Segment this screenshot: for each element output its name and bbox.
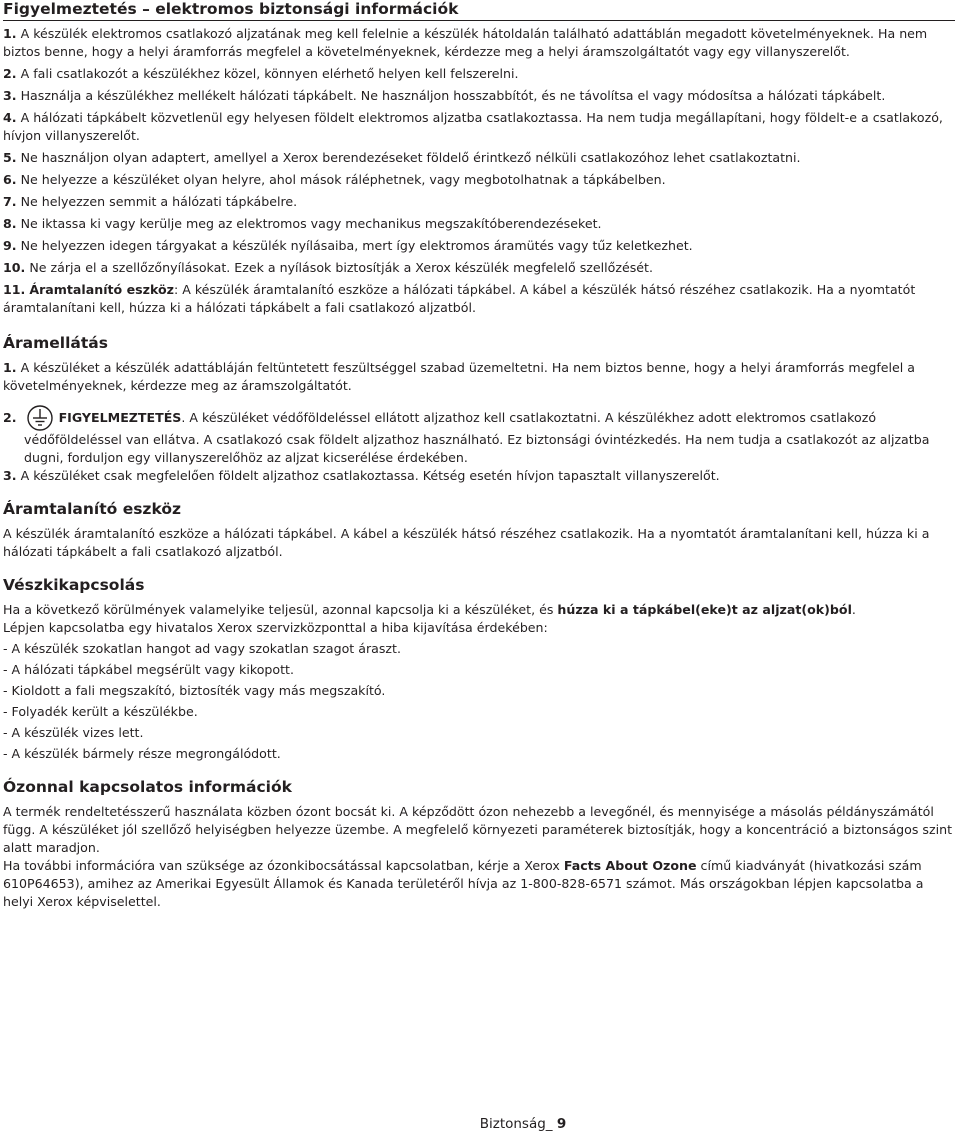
emergency-intro — [3, 601, 955, 619]
list-number: 9. — [3, 238, 17, 253]
document-page — [3, 0, 955, 911]
list-item — [3, 171, 955, 189]
list-item-text: A hálózati tápkábelt közvetlenül egy helyesen földelt elektromos aljzatba csatlakoztassa. Ha nem tudja megállapítani, hogy földelt-e a csatlakozó, hívjon villanyszerelőt. — [3, 110, 943, 143]
condition-item: - Kioldott a fali megszakító, biztosíték vagy más megszakító. — [3, 683, 386, 698]
list-item-text: A készüléket a készülék adattábláján feltüntetett feszültséggel szabad üzemeltetni. Ha nem biztos benne, hogy a helyi áramforrás megfelel a követelményeknek, kérdezze meg az áramszolgáltatót. — [3, 360, 915, 393]
power-item-1 — [3, 359, 955, 395]
condition-item: - A készülék vizes lett. — [3, 725, 144, 740]
page-number: 9 — [556, 1116, 567, 1132]
list-number: 3. — [3, 88, 17, 103]
list-number: 8. — [3, 216, 17, 231]
list-number: 10. — [3, 260, 26, 275]
page-title: Figyelmeztetés – elektromos biztonsági információk — [3, 0, 955, 21]
footer-label: Biztonság_ — [479, 1116, 553, 1132]
ozone-publication-title: Facts About Ozone — [563, 858, 697, 873]
list-item-text: : A készülék áramtalanító eszköze a hálózati tápkábel. A kábel a készülék hátsó részéhez csatlakozik. Ha a nyomtatót áramtalanítani kell, húzza ki a hálózati tápkábelt a fali csatlakozó aljzatból. — [3, 282, 916, 315]
list-item — [3, 109, 955, 145]
list-number: 1. — [3, 26, 17, 41]
warning-text-continued: védőföldeléssel van ellátva. A csatlakozó csak földelt aljzathoz használható. Ez biztonsági óvintézkedés. Ha nem tudja a csatlakozót az aljzatba dugni, forduljon egy villanyszerelőhöz az aljzat kicserélése érdekében. — [24, 432, 930, 465]
list-number: 6. — [3, 172, 17, 187]
electrical-safety-list — [3, 25, 955, 277]
ozone-text-a: Ha további információra van szüksége az ózonkibocsátással kapcsolatban, kérje a Xerox — [3, 858, 564, 873]
list-number: 7. — [3, 194, 17, 209]
list-item-text: Használja a készülékhez mellékelt hálózati tápkábelt. Ne használjon hosszabbítót, és ne távolítsa el vagy módosítsa a hálózati tápkábelt. — [20, 88, 886, 103]
list-item-text: A készüléket csak megfelelően földelt aljzathoz csatlakoztassa. Kétség esetén hívjon tapasztalt villanyszerelőt. — [20, 468, 720, 483]
list-number: 2. — [3, 66, 17, 81]
disconnect-term: Áramtalanító eszköz — [29, 282, 174, 297]
condition-item: - A készülék bármely része megrongálódott. — [3, 746, 281, 761]
disconnect-paragraph: A készülék áramtalanító eszköze a hálózati tápkábel. A kábel a készülék hátsó részéhez csatlakozik. Ha a nyomtatót áramtalanítani kell, húzza ki a hálózati tápkábelt a fali csatlakozó aljzatból. — [3, 526, 930, 559]
warning-label: FIGYELMEZTETÉS — [58, 410, 182, 425]
list-item — [3, 87, 955, 105]
list-item — [3, 259, 955, 277]
list-number: 4. — [3, 110, 17, 125]
list-item — [3, 25, 955, 61]
list-item-11 — [3, 281, 955, 317]
emergency-intro-bold: húzza ki a tápkábel(eke)t az aljzat(ok)ból — [557, 602, 852, 617]
ozone-heading: Ózonnal kapcsolatos információk — [3, 778, 292, 796]
condition-item: - A hálózati tápkábel megsérült vagy kikopott. — [3, 662, 294, 677]
emergency-conditions — [3, 640, 955, 763]
ground-icon — [27, 405, 53, 431]
list-number: 1. — [3, 360, 17, 375]
disconnect-heading: Áramtalanító eszköz — [3, 500, 182, 518]
list-item-text: Ne használjon olyan adaptert, amellyel a Xerox berendezéseket földelő érintkező nélküli csatlakozóhoz lehet csatlakoztatni. — [20, 150, 801, 165]
emergency-intro-text: Ha a következő körülmények valamelyike teljesül, azonnal kapcsolja ki a készüléket, és — [3, 602, 558, 617]
ozone-text-b: című kiadványát (hivatkozási szám 610P64653), amihez az Amerikai Egyesült Államok és Kanada területéről hívja az 1-800-828-6571 számot. Más országokban lépjen kapcsolatba a helyi Xerox képviselettel. — [3, 858, 924, 909]
power-item-3 — [3, 467, 955, 485]
list-item-text: Ne helyezzen semmit a hálózati tápkábelre. — [20, 194, 298, 209]
emergency-heading: Vészkikapcsolás — [3, 576, 145, 594]
list-item-text: A készülék elektromos csatlakozó aljzatának meg kell felelnie a készülék hátoldalán található adattáblán megadott követelményeknek. Ha nem biztos benne, hogy a helyi áramforrás megfelel a követelményeknek, kérdezze meg a helyi áramszolgáltatót vagy egy villanyszerelőt. — [3, 26, 928, 59]
power-supply-heading: Áramellátás — [3, 334, 108, 352]
page-footer — [0, 1116, 960, 1132]
condition-item: - Folyadék került a készülékbe. — [3, 704, 198, 719]
list-item — [3, 65, 955, 83]
emergency-contact: Lépjen kapcsolatba egy hivatalos Xerox szervizközponttal a hiba kijavítása érdekében: — [3, 620, 548, 635]
ozone-paragraph-1: A termék rendeltetésszerű használata közben ózont bocsát ki. A képződött ózon nehezebb a levegőnél, és mennyisége a másolás példányszámától függ. A készüléket jól szellőző helyiségben helyezze üzembe. A megfelelő környezeti paraméterek biztosítják, hogy a koncentráció a biztonságos szint alatt maradjon. — [3, 804, 953, 855]
ozone-paragraph-2 — [3, 857, 955, 911]
warning-text: . A készüléket védőföldeléssel ellátott aljzathoz kell csatlakoztatni. A készülékhez adott elektromos csatlakozó — [181, 410, 877, 425]
list-item-text: Ne iktassa ki vagy kerülje meg az elektromos vagy mechanikus megszakítóberendezéseket. — [20, 216, 602, 231]
list-item-text: Ne zárja el a szellőzőnyílásokat. Ezek a nyílások biztosítják a Xerox készülék megfelelő szellőzését. — [29, 260, 653, 275]
list-number: 2. — [3, 410, 17, 425]
list-item-text: Ne helyezzen idegen tárgyakat a készülék nyílásaiba, mert így elektromos áramütés vagy tűz keletkezhet. — [20, 238, 693, 253]
list-item-text: Ne helyezze a készüléket olyan helyre, ahol mások ráléphetnek, vagy megbotolhatnak a tápkábelben. — [20, 172, 666, 187]
list-number: 11. — [3, 282, 26, 297]
emergency-intro-end: . — [851, 602, 856, 617]
list-item — [3, 149, 955, 167]
list-item — [3, 215, 955, 233]
list-number: 3. — [3, 468, 17, 483]
list-item-text: A fali csatlakozót a készülékhez közel, könnyen elérhető helyen kell felszerelni. — [20, 66, 519, 81]
condition-item: - A készülék szokatlan hangot ad vagy szokatlan szagot áraszt. — [3, 641, 401, 656]
power-item-2 — [3, 405, 955, 431]
list-item — [3, 237, 955, 255]
list-item — [3, 193, 955, 211]
list-number: 5. — [3, 150, 17, 165]
